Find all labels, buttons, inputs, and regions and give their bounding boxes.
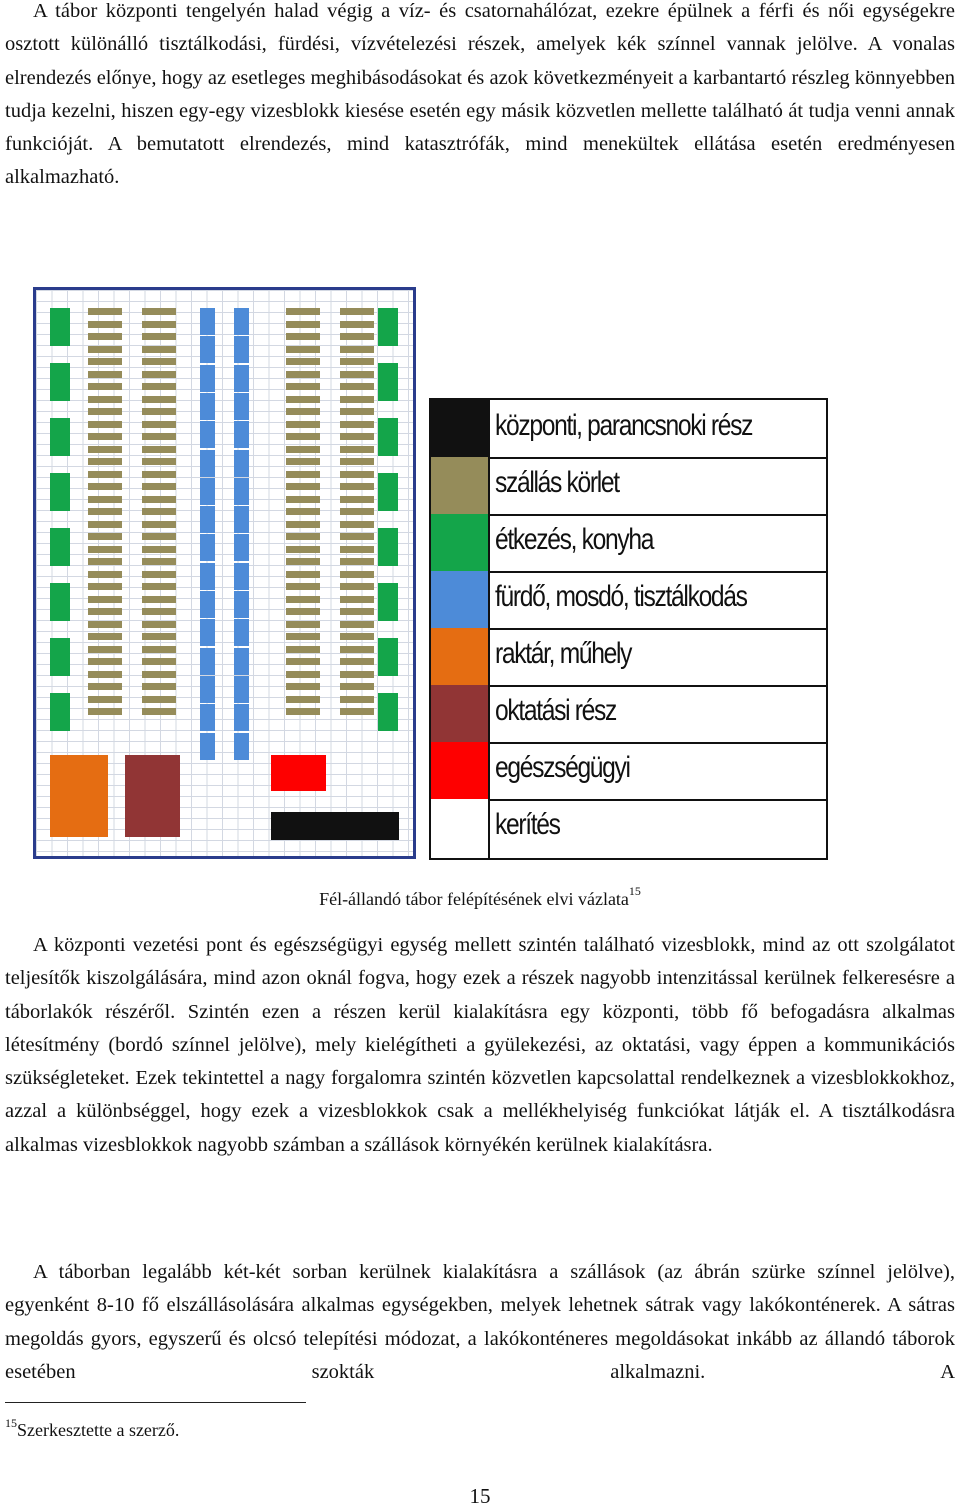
housing-unit	[340, 371, 374, 378]
housing-unit	[286, 383, 320, 390]
legend-label: raktár, műhely	[495, 637, 632, 670]
water-block	[234, 506, 249, 533]
housing-unit	[88, 483, 122, 490]
water-block	[234, 365, 249, 392]
housing-unit	[88, 533, 122, 540]
kitchen-block	[50, 473, 70, 511]
housing-unit	[88, 421, 122, 428]
water-block	[234, 704, 249, 731]
footnote-rule	[5, 1402, 306, 1403]
housing-unit	[286, 471, 320, 478]
housing-unit	[286, 446, 320, 453]
housing-unit	[142, 558, 176, 565]
housing-unit	[88, 558, 122, 565]
housing-unit	[340, 633, 374, 640]
housing-unit	[286, 346, 320, 353]
housing-unit	[340, 446, 374, 453]
kitchen-block	[50, 693, 70, 731]
kitchen-block	[378, 473, 398, 511]
water-block	[234, 563, 249, 590]
legend-row	[431, 685, 826, 742]
housing-unit	[142, 483, 176, 490]
kitchen-block	[378, 693, 398, 731]
housing-unit	[286, 371, 320, 378]
legend-swatch-central	[431, 400, 488, 457]
water-block	[200, 619, 215, 646]
housing-unit	[142, 308, 176, 315]
housing-unit	[88, 658, 122, 665]
housing-unit	[142, 596, 176, 603]
legend-label: kerítés	[495, 808, 560, 841]
legend-swatch-fence	[431, 799, 488, 856]
housing-unit	[340, 646, 374, 653]
housing-unit	[142, 521, 176, 528]
legend-row	[431, 571, 826, 628]
housing-unit	[340, 358, 374, 365]
legend-separator	[488, 685, 826, 687]
legend-label: egészségügyi	[495, 751, 630, 784]
housing-unit	[340, 596, 374, 603]
legend-separator	[488, 514, 826, 516]
water-block	[200, 308, 215, 335]
housing-unit	[142, 471, 176, 478]
housing-unit	[340, 383, 374, 390]
water-block	[200, 478, 215, 505]
water-block	[200, 676, 215, 703]
kitchen-block	[378, 528, 398, 566]
legend-row	[431, 742, 826, 799]
housing-unit	[88, 683, 122, 690]
water-block	[200, 733, 215, 760]
housing-unit	[286, 671, 320, 678]
water-block	[234, 336, 249, 363]
housing-unit	[142, 646, 176, 653]
water-block	[200, 365, 215, 392]
housing-unit	[142, 621, 176, 628]
housing-unit	[286, 633, 320, 640]
housing-unit	[286, 396, 320, 403]
housing-unit	[142, 708, 176, 715]
kitchen-block	[50, 528, 70, 566]
housing-unit	[286, 571, 320, 578]
housing-unit	[340, 508, 374, 515]
housing-unit	[286, 696, 320, 703]
housing-unit	[340, 708, 374, 715]
housing-unit	[340, 571, 374, 578]
housing-unit	[286, 583, 320, 590]
housing-unit	[286, 658, 320, 665]
kitchen-block	[50, 308, 70, 346]
housing-unit	[88, 396, 122, 403]
water-block	[234, 450, 249, 477]
housing-unit	[142, 508, 176, 515]
housing-unit	[142, 571, 176, 578]
housing-unit	[340, 696, 374, 703]
housing-unit	[142, 533, 176, 540]
legend-label: szállás körlet	[495, 466, 619, 499]
medical-block	[271, 755, 326, 791]
housing-unit	[142, 671, 176, 678]
housing-unit	[286, 558, 320, 565]
housing-unit	[142, 546, 176, 553]
housing-unit	[142, 608, 176, 615]
housing-unit	[286, 596, 320, 603]
housing-unit	[88, 371, 122, 378]
intro-paragraph: A tábor központi tengelyén halad végig a víz- és csatornahálózat, ezekre épülnek a férfi és női egységekre osztott különálló tisztálkodási, fürdési, vízvételezési részek, amelyek kék színnel vannak jelölve. A vonalas elrendezés előnye, hogy az esetleges meghibásodásokat és azok következményeit a karbantartó részleg könnyebben tudja kezelni, hiszen egy-egy vizesblokk kiesése esetén egy másik közvetlen mellette található át tudja venni annak funkcióját. A bemutatott elrendezés, mind katasztrófák, mind menekültek ellátása esetén eredményesen alkalmazható.	[5, 0, 955, 189]
housing-unit	[340, 408, 374, 415]
housing-unit	[88, 358, 122, 365]
housing-unit	[286, 421, 320, 428]
water-block	[200, 648, 215, 675]
housing-unit	[340, 333, 374, 340]
legend-swatch-housing	[431, 457, 488, 514]
legend-swatch-water	[431, 571, 488, 628]
housing-unit	[340, 396, 374, 403]
housing-unit	[142, 333, 176, 340]
housing-unit	[142, 583, 176, 590]
housing-unit	[340, 583, 374, 590]
housing-unit	[340, 433, 374, 440]
housing-unit	[286, 608, 320, 615]
water-block	[234, 733, 249, 760]
housing-unit	[88, 383, 122, 390]
legend-label: étkezés, konyha	[495, 523, 654, 556]
legend-row	[431, 514, 826, 571]
housing-unit	[88, 633, 122, 640]
kitchen-block	[378, 638, 398, 676]
water-block	[234, 676, 249, 703]
housing-unit	[142, 421, 176, 428]
housing-unit	[88, 571, 122, 578]
water-block	[200, 450, 215, 477]
footnote	[5, 1412, 179, 1443]
legend-separator	[488, 457, 826, 459]
water-block	[234, 619, 249, 646]
legend-separator	[488, 571, 826, 573]
housing-unit	[286, 333, 320, 340]
water-block	[234, 308, 249, 335]
housing-unit	[286, 433, 320, 440]
housing-unit	[340, 658, 374, 665]
housing-unit	[286, 483, 320, 490]
kitchen-block	[378, 363, 398, 401]
caption-footnote-ref: 15	[628, 884, 641, 898]
kitchen-block	[50, 363, 70, 401]
water-block	[200, 591, 215, 618]
legend-row	[431, 799, 826, 856]
housing-unit	[340, 346, 374, 353]
housing-unit	[142, 371, 176, 378]
housing-unit	[88, 708, 122, 715]
legend-swatch-education	[431, 685, 488, 742]
legend-row	[431, 628, 826, 685]
legend-separator	[488, 628, 826, 630]
legend-row	[431, 400, 826, 457]
housing-unit	[88, 471, 122, 478]
housing-unit	[88, 408, 122, 415]
legend	[429, 398, 828, 860]
housing-unit	[142, 396, 176, 403]
housing-unit	[88, 321, 122, 328]
housing-unit	[88, 508, 122, 515]
housing-unit	[340, 458, 374, 465]
housing-unit	[88, 521, 122, 528]
housing-unit	[340, 546, 374, 553]
housing-unit	[142, 458, 176, 465]
housing-unit	[142, 496, 176, 503]
water-block	[200, 704, 215, 731]
footnote-text: Szerkesztette a szerző.	[17, 1420, 180, 1440]
footnote-number: 15	[5, 1416, 17, 1430]
legend-swatch-storage	[431, 628, 488, 685]
camp-layout-plan	[33, 287, 416, 859]
housing-unit	[142, 683, 176, 690]
water-block	[200, 563, 215, 590]
page-number: 15	[469, 1484, 491, 1508]
legend-swatch-food	[431, 514, 488, 571]
water-block	[234, 421, 249, 448]
housing-unit	[142, 383, 176, 390]
housing-unit	[340, 621, 374, 628]
housing-unit	[340, 521, 374, 528]
housing-unit	[340, 671, 374, 678]
water-block	[200, 506, 215, 533]
housing-unit	[340, 496, 374, 503]
central-command-block	[271, 812, 399, 840]
housing-unit	[88, 496, 122, 503]
legend-separator	[488, 799, 826, 801]
housing-unit	[88, 346, 122, 353]
education-block	[125, 755, 180, 837]
housing-unit	[286, 621, 320, 628]
housing-unit	[286, 358, 320, 365]
housing-unit	[340, 608, 374, 615]
kitchen-block	[378, 583, 398, 621]
housing-unit	[88, 446, 122, 453]
housing-unit	[340, 533, 374, 540]
water-block	[234, 648, 249, 675]
housing-unit	[88, 546, 122, 553]
legend-label: oktatási rész	[495, 694, 617, 727]
housing-unit	[286, 546, 320, 553]
water-block	[200, 336, 215, 363]
water-block	[234, 534, 249, 561]
housing-unit	[286, 708, 320, 715]
legend-separator	[488, 742, 826, 744]
housing-unit	[286, 458, 320, 465]
water-block	[200, 393, 215, 420]
housing-unit	[286, 533, 320, 540]
housing-unit	[286, 496, 320, 503]
housing-unit	[340, 471, 374, 478]
water-block	[200, 421, 215, 448]
housing-unit	[286, 308, 320, 315]
kitchen-block	[378, 308, 398, 346]
water-block	[234, 591, 249, 618]
legend-swatch-medical	[431, 742, 488, 799]
housing-unit	[88, 596, 122, 603]
housing-unit	[340, 683, 374, 690]
legend-label: fürdő, mosdó, tisztálkodás	[495, 580, 747, 613]
housing-unit	[340, 308, 374, 315]
housing-unit	[340, 321, 374, 328]
housing-unit	[286, 646, 320, 653]
third-paragraph: A táborban legalább két-két sorban kerülnek kialakításra a szállások (az ábrán szürke színnel jelölve), egyenként 8-10 fő elszállásolására alkalmas egységekben, melyek lehetnek sátrak vagy lakókonténerek. A sátras megoldás gyors, egyszerű és olcsó telepítési módozat, a lakókonténeres megoldásokat inkább az állandó táborok esetében szokták alkalmazni. A	[5, 1261, 955, 1383]
kitchen-block	[50, 583, 70, 621]
housing-unit	[88, 671, 122, 678]
housing-unit	[286, 321, 320, 328]
caption-text: Fél-állandó tábor felépítésének elvi vázlata	[319, 889, 629, 909]
legend-label: központi, parancsnoki rész	[495, 409, 753, 442]
housing-unit	[142, 346, 176, 353]
legend-row	[431, 457, 826, 514]
housing-unit	[142, 633, 176, 640]
kitchen-block	[378, 418, 398, 456]
housing-unit	[286, 408, 320, 415]
housing-unit	[88, 458, 122, 465]
housing-unit	[286, 683, 320, 690]
housing-unit	[142, 358, 176, 365]
storage-block	[50, 755, 108, 837]
housing-unit	[88, 621, 122, 628]
housing-unit	[340, 483, 374, 490]
housing-unit	[340, 558, 374, 565]
water-block	[234, 478, 249, 505]
housing-unit	[142, 658, 176, 665]
kitchen-block	[50, 418, 70, 456]
housing-unit	[88, 433, 122, 440]
housing-unit	[88, 696, 122, 703]
housing-unit	[88, 608, 122, 615]
second-paragraph: A központi vezetési pont és egészségügyi egység mellett szintén található vizesblokk, mind az ott szolgálatot teljesítők kiszolgálására, mind azon oknál fogva, hogy ezek a részek nagyobb intenzitással kerülnek felkeresésre a táborlakók részéről. Szintén ezen a részen kerül kialakításra egy központi, több fő befogadásra alkalmas létesítmény (bordó színnel jelölve), mely kielégítheti a gyülekezési, az oktatási, vagy éppen a kommunikációs szükségleteket. Ezek tekintettel a nagy forgalomra szintén közvetlen kapcsolattal rendelkeznek a vizesblokkokhoz, azzal a különbséggel, hogy ezek a vizesblokkok csak a mellékhelyiség funkciókat látják el. A tisztálkodásra alkalmas vizesblokkok nagyobb számban a szállások környékén kerülnek kialakításra.	[5, 934, 955, 1156]
housing-unit	[88, 646, 122, 653]
housing-unit	[88, 333, 122, 340]
legend-divider	[488, 400, 490, 858]
figure-caption	[0, 881, 960, 912]
water-block	[200, 534, 215, 561]
housing-unit	[142, 433, 176, 440]
housing-unit	[340, 421, 374, 428]
kitchen-block	[50, 638, 70, 676]
housing-unit	[88, 583, 122, 590]
housing-unit	[142, 696, 176, 703]
housing-unit	[286, 521, 320, 528]
housing-unit	[142, 446, 176, 453]
housing-unit	[286, 508, 320, 515]
housing-unit	[88, 308, 122, 315]
water-block	[234, 393, 249, 420]
housing-unit	[142, 321, 176, 328]
housing-unit	[142, 408, 176, 415]
